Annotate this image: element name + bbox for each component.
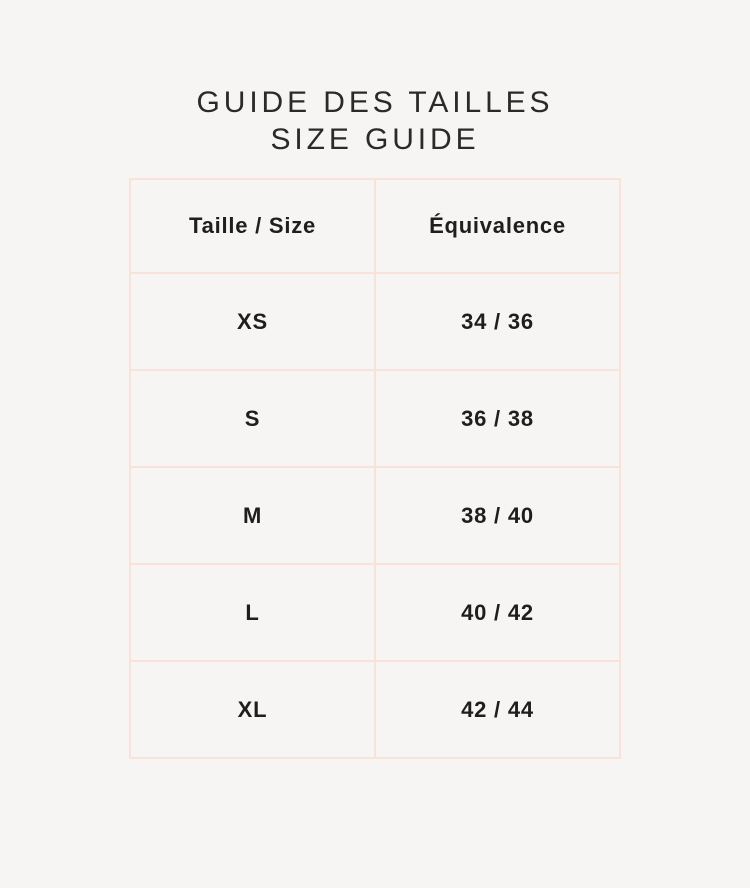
size-cell: M	[130, 467, 375, 564]
title-line-english: SIZE GUIDE	[270, 123, 480, 156]
table-row	[130, 661, 620, 758]
table-header-row	[130, 179, 620, 273]
size-cell: XS	[130, 273, 375, 370]
size-guide-table	[129, 178, 621, 759]
header-cell-taille-size: Taille / Size	[130, 179, 375, 273]
equivalence-cell: 36 / 38	[375, 370, 620, 467]
table-row	[130, 467, 620, 564]
equivalence-cell: 38 / 40	[375, 467, 620, 564]
equivalence-cell: 40 / 42	[375, 564, 620, 661]
equivalence-cell: 34 / 36	[375, 273, 620, 370]
size-cell: L	[130, 564, 375, 661]
header-cell-equivalence: Équivalence	[375, 179, 620, 273]
table-head	[130, 179, 620, 273]
page-title	[0, 0, 750, 158]
title-line-french: GUIDE DES TAILLES	[196, 86, 554, 119]
equivalence-cell: 42 / 44	[375, 661, 620, 758]
table-row	[130, 564, 620, 661]
table-row	[130, 273, 620, 370]
table-row	[130, 370, 620, 467]
table-body	[130, 273, 620, 758]
size-cell: XL	[130, 661, 375, 758]
size-cell: S	[130, 370, 375, 467]
